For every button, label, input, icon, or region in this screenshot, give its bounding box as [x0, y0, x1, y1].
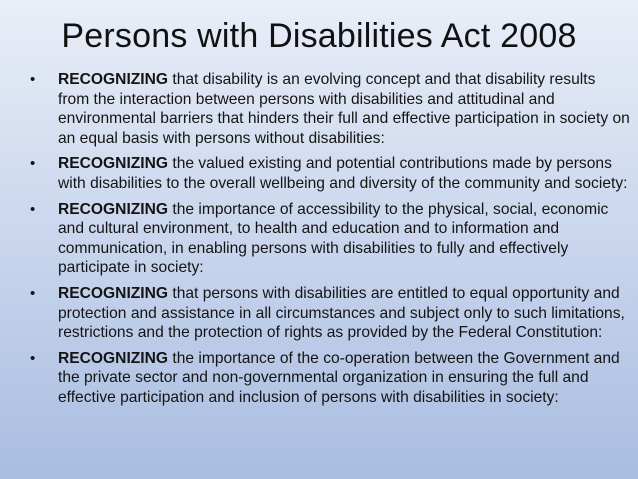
- bullet-text: that persons with disabilities are entitled to equal opportunity and protection and assistance in all circumstances and subject only to such limitations, restrictions and the protection of rights as provided by the Federal Constitution:: [58, 284, 625, 342]
- bullet-item: [30, 200, 630, 278]
- bullet-list: [30, 70, 630, 414]
- bullet-lead: RECOGNIZING: [58, 284, 169, 302]
- bullet-lead: RECOGNIZING: [58, 200, 169, 218]
- bullet-item: [30, 154, 630, 193]
- bullet-icon: •: [30, 349, 36, 367]
- bullet-text: the importance of accessibility to the physical, social, economic and cultural environment, to health and education and to information and communication, in enabling persons with disabilities to fully and effectively participate in society:: [58, 200, 609, 277]
- bullet-text: the valued existing and potential contributions made by persons with disabilities to the overall wellbeing and diversity of the community and society:: [58, 155, 628, 192]
- bullet-icon: •: [30, 284, 36, 302]
- bullet-item: [30, 70, 630, 148]
- bullet-text: the importance of the co-operation between the Government and the private sector and non-governmental organization in ensuring the full and effective participation and inclusion of persons with disabilities in society:: [58, 349, 620, 406]
- bullet-text: that disability is an evolving concept and that disability results from the interaction between persons with disabilities and attitudinal and environmental barriers that hinders their full and effective participation in society on an equal basis with persons without disabilities:: [58, 71, 630, 147]
- bullet-item: [30, 284, 630, 343]
- bullet-icon: •: [30, 71, 36, 88]
- bullet-lead: RECOGNIZING: [58, 349, 169, 367]
- bullet-lead: RECOGNIZING: [58, 71, 169, 88]
- bullet-icon: •: [30, 155, 36, 173]
- bullet-icon: •: [30, 200, 36, 218]
- bullet-lead: RECOGNIZING: [58, 155, 169, 173]
- slide-title: Persons with Disabilities Act 2008: [61, 17, 577, 55]
- bullet-item: [30, 349, 630, 408]
